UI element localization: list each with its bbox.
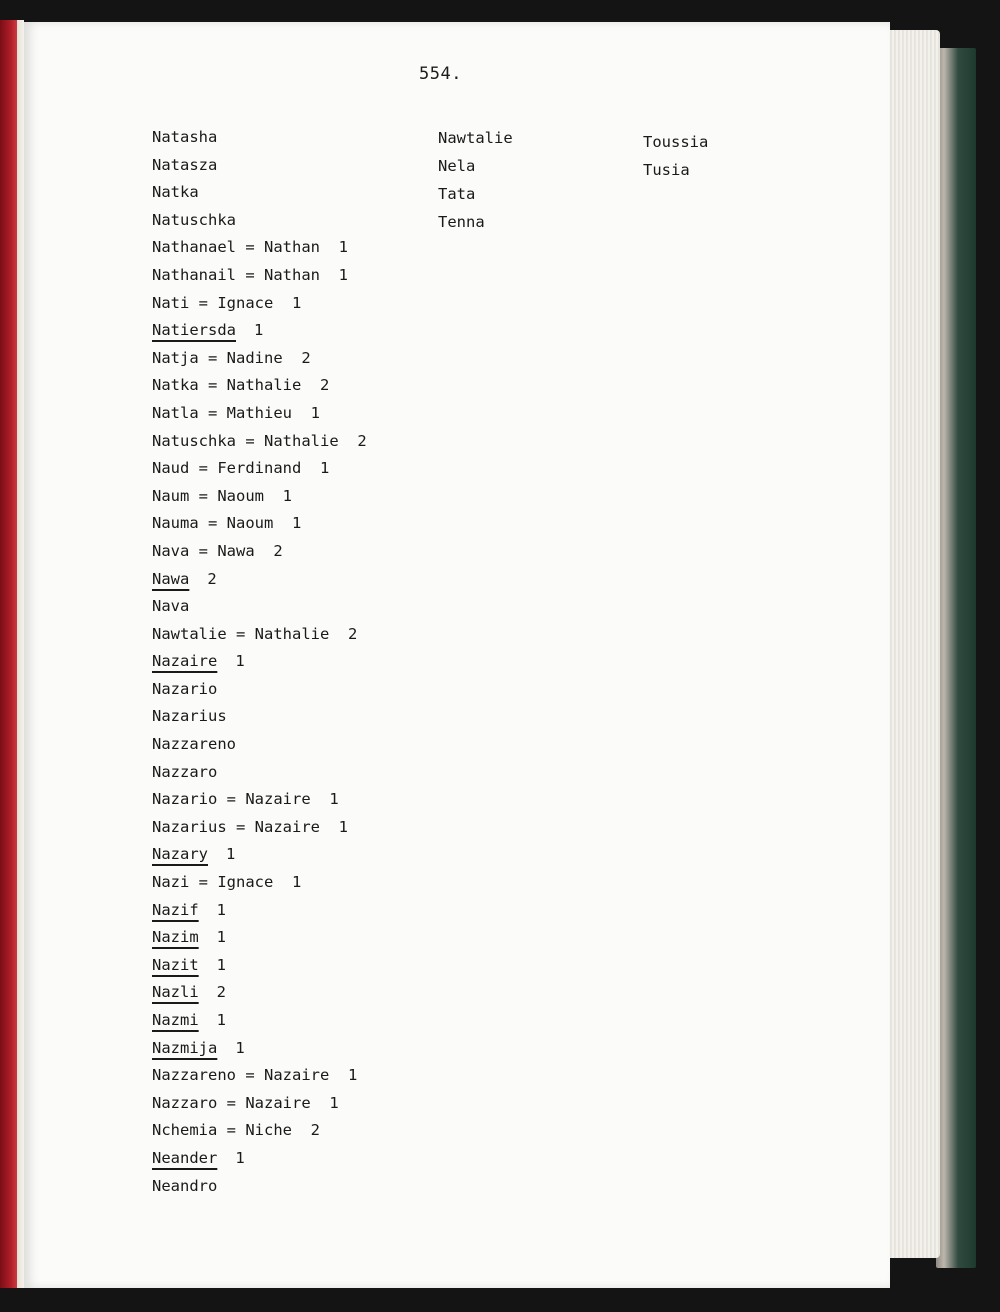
name-entry — [152, 841, 367, 869]
name-entry — [152, 731, 367, 759]
name-entry — [152, 648, 367, 676]
entry-reference: = Ferdinand 1 — [198, 459, 330, 478]
entry-reference: = Niche 2 — [226, 1121, 320, 1140]
name-entry — [152, 621, 367, 649]
name-column-3 — [643, 128, 708, 184]
entry-name: Nauma — [152, 514, 199, 533]
name-entry — [152, 786, 367, 814]
page-edges — [884, 30, 940, 1258]
page-number: 554. — [419, 64, 462, 84]
entry-name: Nawa — [152, 569, 190, 588]
entry-name: Nazzaro — [152, 1093, 218, 1112]
name-entry: Nawtalie — [438, 129, 513, 147]
entry-reference: = Naoum 1 — [208, 514, 302, 533]
book-binding-left — [0, 20, 24, 1288]
entry-name: Nazif — [152, 900, 199, 919]
name-entry — [152, 1090, 367, 1118]
entry-reference: = Nazaire 1 — [236, 817, 348, 836]
entry-name: Nava — [152, 597, 190, 616]
entry-name: Natka — [152, 183, 199, 202]
entry-reference: 2 — [216, 983, 227, 1002]
entry-reference: 1 — [216, 1011, 227, 1029]
name-entry — [152, 179, 367, 207]
entry-name: Natja — [152, 348, 199, 367]
entry-name: Natka — [152, 376, 199, 395]
entry-reference: = Ignace 1 — [198, 293, 302, 312]
name-entry — [152, 234, 367, 262]
entry-name: Nazzaro — [152, 762, 218, 781]
name-entry — [152, 924, 367, 952]
entry-name: Nazmi — [152, 1011, 199, 1029]
name-entry — [152, 869, 367, 897]
entry-reference: = Nathalie 2 — [236, 624, 358, 643]
name-entry — [152, 345, 367, 373]
entry-reference: 2 — [207, 569, 217, 588]
name-entry: Nela — [438, 157, 476, 175]
entry-name: Nazarius — [152, 707, 227, 726]
name-entry — [152, 814, 367, 842]
name-entry: Toussia — [643, 133, 709, 151]
entry-name: Nazario — [152, 679, 218, 698]
entry-reference: = Nathalie 2 — [245, 431, 367, 450]
entry-name: Nazario — [152, 790, 218, 809]
name-column-2 — [438, 124, 513, 236]
name-column-1 — [152, 124, 367, 1200]
name-entry — [152, 593, 367, 621]
entry-name: Nazaire — [152, 652, 218, 671]
name-entry — [152, 1062, 367, 1090]
entry-name: Natiersda — [152, 321, 236, 340]
entry-reference: 1 — [216, 900, 227, 919]
name-entry — [152, 1117, 367, 1145]
name-entry — [152, 290, 367, 318]
entry-reference: 1 — [235, 652, 245, 671]
entry-name: Nazzareno — [152, 1066, 236, 1085]
name-entry — [152, 262, 367, 290]
entry-reference: 1 — [235, 1038, 245, 1057]
name-entry — [152, 1145, 367, 1173]
entry-name: Nava — [152, 541, 190, 560]
name-entry — [152, 372, 367, 400]
entry-reference: 1 — [254, 321, 264, 340]
entry-reference: 1 — [216, 955, 227, 974]
entry-reference: = Nathan 1 — [245, 238, 348, 257]
name-entry — [152, 510, 367, 538]
entry-reference: = Nadine 2 — [208, 348, 311, 367]
entry-reference: = Naoum 1 — [198, 486, 292, 505]
entry-name: Nathanael — [152, 238, 236, 257]
entry-name: Nazim — [152, 928, 199, 947]
entry-name: Nati — [152, 293, 190, 312]
entry-name: Naud — [152, 459, 190, 478]
name-entry — [152, 759, 367, 787]
name-entry — [152, 483, 367, 511]
entry-reference: = Nazaire 1 — [245, 1066, 358, 1085]
name-entry: Tusia — [643, 161, 690, 179]
entry-name: Natasha — [152, 128, 218, 146]
name-entry — [152, 1173, 367, 1201]
name-entry — [152, 897, 367, 925]
entry-name: Nazarius — [152, 817, 227, 836]
entry-reference: 1 — [216, 928, 227, 947]
name-entry — [152, 1007, 367, 1035]
book-page — [24, 22, 890, 1288]
name-entry — [152, 676, 367, 704]
entry-name: Nazi — [152, 873, 190, 892]
entry-name: Natuschka — [152, 210, 236, 229]
book-cover-right — [936, 48, 976, 1268]
name-entry — [152, 455, 367, 483]
entry-reference: 1 — [235, 1148, 245, 1167]
entry-name: Neandro — [152, 1176, 218, 1195]
entry-name: Nchemia — [152, 1121, 218, 1140]
entry-name: Nazary — [152, 845, 208, 864]
name-entry — [152, 566, 367, 594]
entry-reference: = Nathan 1 — [245, 265, 348, 284]
name-entry — [152, 317, 367, 345]
entry-name: Natla — [152, 403, 199, 422]
entry-reference: = Ignace 1 — [198, 873, 302, 892]
entry-name: Nawtalie — [152, 624, 227, 643]
entry-name: Nazit — [152, 955, 199, 974]
entry-name: Nathanail — [152, 265, 236, 284]
name-entry — [152, 400, 367, 428]
name-entry — [152, 428, 367, 456]
entry-name: Naum — [152, 486, 190, 505]
entry-name: Nazzareno — [152, 735, 236, 754]
entry-name: Natuschka — [152, 431, 236, 450]
name-entry — [152, 979, 367, 1007]
entry-name: Nazli — [152, 983, 199, 1002]
name-entry: Tata — [438, 185, 476, 203]
name-entry — [152, 152, 367, 180]
entry-name: Neander — [152, 1148, 218, 1167]
entry-reference: 1 — [226, 845, 236, 864]
entry-reference: = Mathieu 1 — [208, 403, 320, 422]
name-entry — [152, 703, 367, 731]
entry-name: Natasza — [152, 155, 218, 174]
name-entry — [152, 207, 367, 235]
entry-name: Nazmija — [152, 1038, 218, 1057]
name-entry — [152, 1035, 367, 1063]
name-entry: Tenna — [438, 213, 485, 231]
entry-reference: = Nazaire 1 — [226, 790, 339, 809]
name-entry — [152, 538, 367, 566]
name-entry — [152, 952, 367, 980]
name-entry — [152, 124, 367, 152]
entry-reference: = Nawa 2 — [198, 541, 283, 560]
entry-reference: = Nathalie 2 — [208, 376, 330, 395]
entry-reference: = Nazaire 1 — [226, 1093, 339, 1112]
